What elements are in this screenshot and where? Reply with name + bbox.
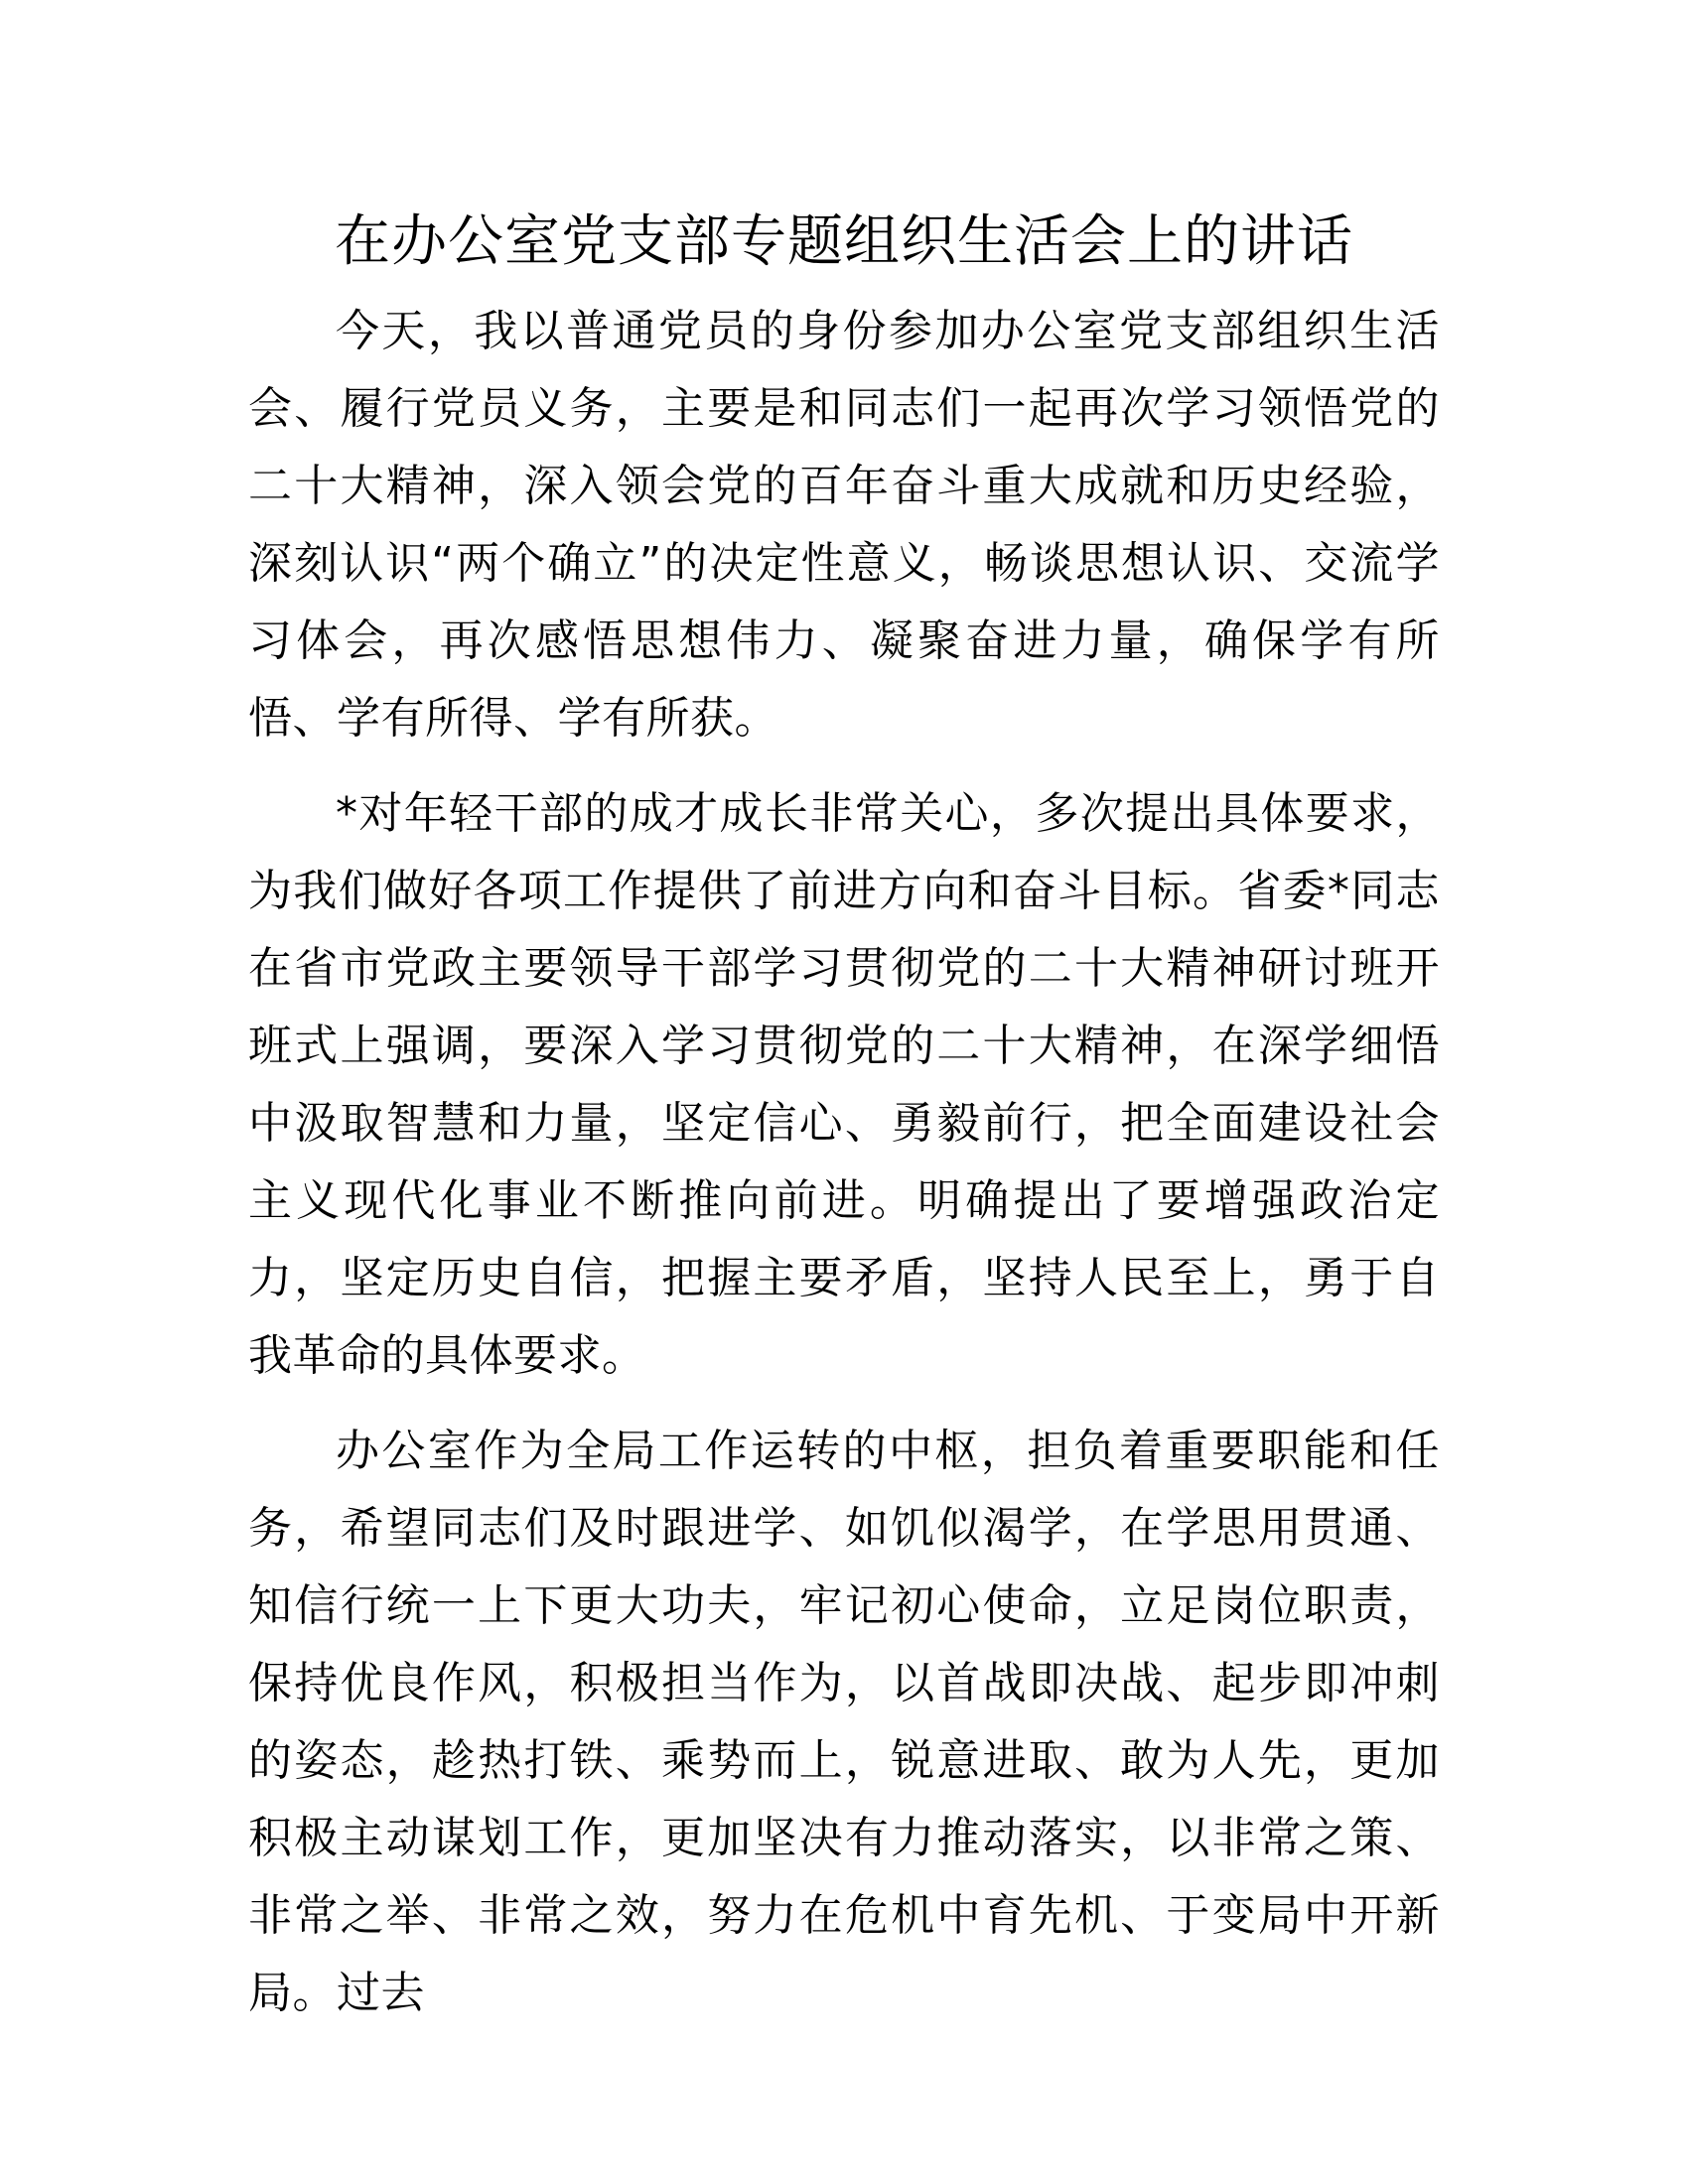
paragraph-office-duties: 办公室作为全局工作运转的中枢，担负着重要职能和任务，希望同志们及时跟进学、如饥似渴学，在学思用贯通、知信行统一上下更大功夫，牢记初心使命，立足岗位职责，保持优良作风，积极担当作为，以首战即决战、起步即冲刺的姿态，趁热打铁、乘势而上，锐意进取、敢为人先，更加积极主动谋划工作，更加坚决有力推动落实，以非常之策、非常之举、非常之效，努力在危机中育先机、于变局中开新局。过去 xyxy=(248,1426,1440,2018)
document-title: 在办公室党支部专题组织生活会上的讲话 xyxy=(335,209,1353,274)
paragraph-intro: 今天，我以普通党员的身份参加办公室党支部组织生活会、履行党员义务，主要是和同志们一起再次学习领悟党的二十大精神，深入领会党的百年奋斗重大成就和历史经验，深刻认识“两个确立”的决定性意义，畅谈思想认识、交流学习体会，再次感悟思想伟力、凝聚奋进力量，确保学有所悟、学有所得、学有所获。 xyxy=(248,306,1440,744)
paragraph-requirements: *对年轻干部的成才成长非常关心，多次提出具体要求，为我们做好各项工作提供了前进方向和奋斗目标。省委*同志在省市党政主要领导干部学习贯彻党的二十大精神研讨班开班式上强调，要深入学习贯彻党的二十大精神，在深学细悟中汲取智慧和力量，坚定信心、勇毅前行，把全面建设社会主义现代化事业不断推向前进。明确提出了要增强政治定力，坚定历史自信，把握主要矛盾，坚持人民至上，勇于自我革命的具体要求。 xyxy=(248,788,1440,1381)
document-body xyxy=(248,204,1440,2050)
